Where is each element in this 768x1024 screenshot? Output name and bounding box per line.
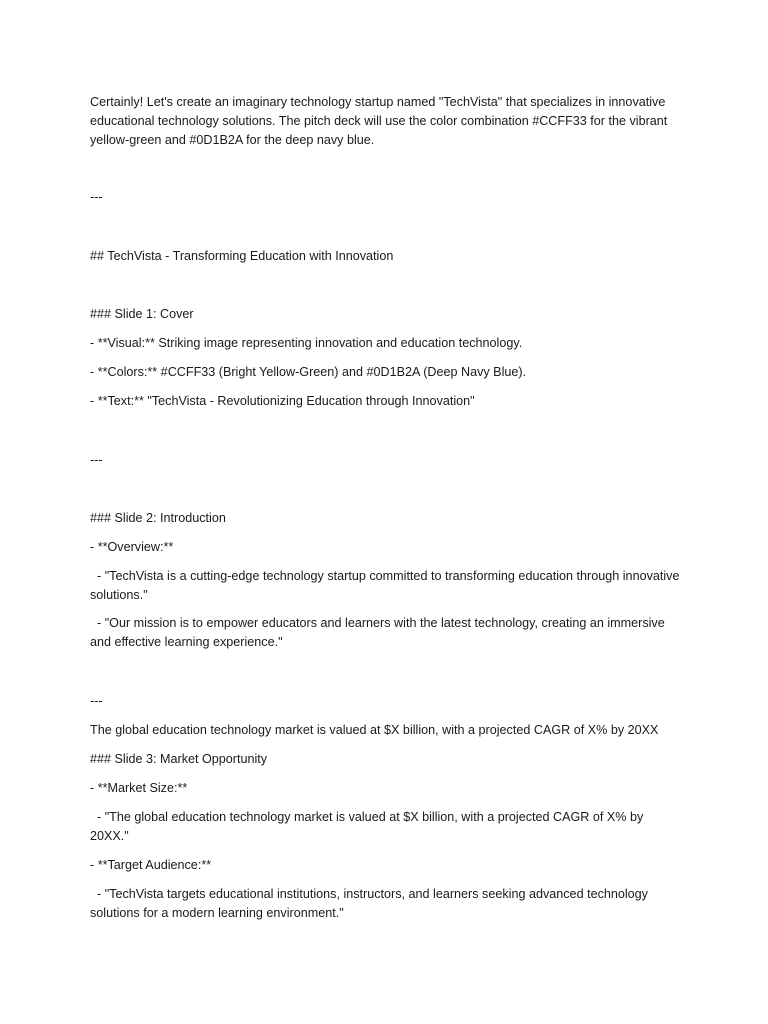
slide3-heading: ### Slide 3: Market Opportunity [90, 752, 268, 766]
slide1-colors-item: - **Colors:** #CCFF33 (Bright Yellow-Green) and #0D1B2A (Deep Navy Blue). [90, 365, 527, 379]
market-statement: The global education technology market is valued at $X billion, with a projected CAGR of X% by 20XX [90, 723, 659, 737]
slide2-heading: ### Slide 2: Introduction [90, 511, 226, 525]
slide3-audience-quote: - "TechVista targets educational institutions, instructors, and learners seeking advanced technology solutions for a modern learning environment." [90, 887, 652, 920]
separator: --- [90, 190, 103, 204]
main-heading: ## TechVista - Transforming Education with Innovation [90, 249, 394, 263]
slide1-text-item: - **Text:** "TechVista - Revolutionizing Education through Innovation" [90, 394, 475, 408]
slide3-market-quote: - "The global education technology market is valued at $X billion, with a projected CAGR of X% by 20XX." [90, 810, 647, 843]
separator: --- [90, 694, 103, 708]
slide1-visual-item: - **Visual:** Striking image representing innovation and education technology. [90, 336, 523, 350]
intro-paragraph: Certainly! Let's create an imaginary technology startup named "TechVista" that specializes in innovative educational technology solutions. The pitch deck will use the color combination #CCFF33 for the vibrant yellow-green and #0D1B2A for the deep navy blue. [90, 95, 668, 147]
slide3-market-size-item: - **Market Size:** [90, 781, 188, 795]
slide2-quote-2: - "Our mission is to empower educators and learners with the latest technology, creating an immersive and effective learning experience." [90, 616, 669, 649]
slide1-heading: ### Slide 1: Cover [90, 307, 194, 321]
separator: --- [90, 453, 103, 467]
slide3-target-audience-item: - **Target Audience:** [90, 858, 212, 872]
slide2-quote-1: - "TechVista is a cutting-edge technology startup committed to transforming education through innovative solutions." [90, 569, 683, 602]
slide2-overview-item: - **Overview:** [90, 540, 174, 554]
